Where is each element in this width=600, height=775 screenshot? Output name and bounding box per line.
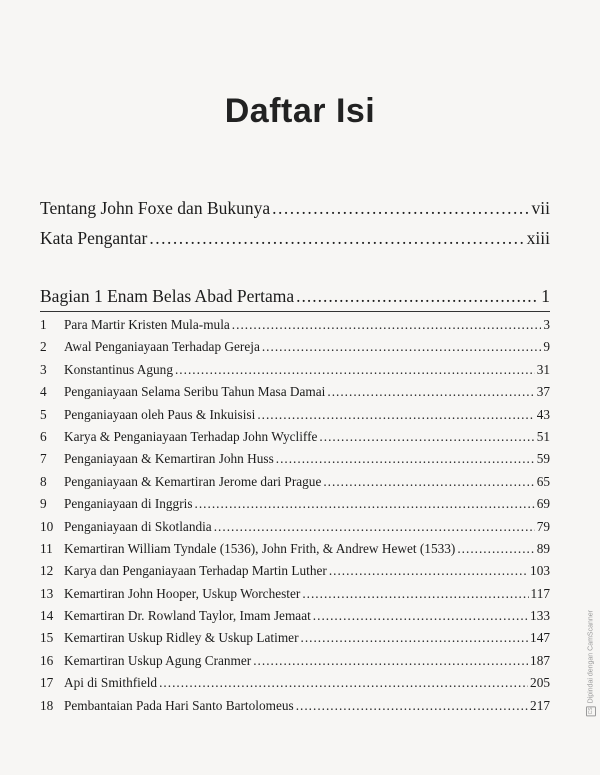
chapter-entry xyxy=(40,362,550,384)
dot-leader xyxy=(257,407,534,423)
chapter-page: 205 xyxy=(530,675,550,691)
chapter-number: 8 xyxy=(40,473,47,489)
entry-label: Kata Pengantar xyxy=(40,228,148,248)
chapter-entry xyxy=(40,519,550,541)
dot-leader xyxy=(319,429,534,445)
chapter-entry xyxy=(40,474,550,496)
chapter-entry xyxy=(40,429,550,451)
chapter-page: 187 xyxy=(530,652,550,668)
chapter-number: 13 xyxy=(40,585,54,601)
dot-leader xyxy=(262,339,541,355)
chapter-entry xyxy=(40,653,550,675)
chapter-entry xyxy=(40,384,550,406)
chapter-page: 51 xyxy=(536,428,550,444)
dot-leader xyxy=(313,608,528,624)
chapter-entry xyxy=(40,317,550,339)
chapter-title: Kemartiran John Hooper, Uskup Worchester xyxy=(64,585,301,601)
chapter-title: Penganiayaan di Skotlandia xyxy=(64,518,212,534)
chapter-title: Kemartiran Dr. Rowland Taylor, Imam Jemaat xyxy=(64,608,311,624)
dot-leader xyxy=(253,653,528,669)
chapter-number: 16 xyxy=(40,652,54,668)
dot-leader xyxy=(232,317,542,333)
chapter-title: Karya dan Penganiayaan Terhadap Martin Luther xyxy=(64,563,327,579)
chapter-number: 1 xyxy=(40,317,47,332)
chapter-page: 37 xyxy=(536,384,550,400)
dot-leader xyxy=(296,286,539,307)
toc-entry-front-2 xyxy=(40,228,550,249)
dot-leader xyxy=(272,198,529,219)
entry-page: vii xyxy=(531,198,550,218)
chapter-number: 7 xyxy=(40,451,47,467)
chapter-title: Awal Penganiayaan Terhadap Gereja xyxy=(64,339,260,355)
dot-leader xyxy=(149,228,524,249)
chapter-list xyxy=(40,317,550,720)
chapter-number: 11 xyxy=(40,540,53,556)
dot-leader xyxy=(296,698,528,714)
chapter-page: 69 xyxy=(536,496,550,512)
chapter-title: Para Martir Kristen Mula-mula xyxy=(64,317,230,332)
chapter-entry xyxy=(40,496,550,518)
dot-leader xyxy=(195,496,535,512)
chapter-entry xyxy=(40,608,550,630)
chapter-number: 9 xyxy=(40,496,47,512)
chapter-title: Penganiayaan & Kemartiran John Huss xyxy=(64,451,274,467)
chapter-title: Kemartiran Uskup Ridley & Uskup Latimer xyxy=(64,630,299,646)
chapter-page: 59 xyxy=(536,451,550,467)
chapter-title: Konstantinus Agung xyxy=(64,361,173,377)
dot-leader xyxy=(302,586,528,602)
chapter-number: 6 xyxy=(40,428,47,444)
dot-leader xyxy=(159,675,528,691)
chapter-title: Karya & Penganiayaan Terhadap John Wycliffe xyxy=(64,428,318,444)
chapter-number: 18 xyxy=(40,697,54,713)
part-label: Bagian 1 Enam Belas Abad Pertama xyxy=(40,286,295,306)
chapter-title: Penganiayaan di Inggris xyxy=(64,496,193,512)
chapter-page: 9 xyxy=(543,339,550,355)
part-divider xyxy=(40,311,550,312)
dot-leader xyxy=(301,630,529,646)
dot-leader xyxy=(323,474,534,490)
chapter-title: Penganiayaan oleh Paus & Inkuisisi xyxy=(64,406,256,422)
chapter-entry xyxy=(40,339,550,361)
chapter-page: 103 xyxy=(530,563,550,579)
chapter-page: 117 xyxy=(530,585,550,601)
chapter-page: 217 xyxy=(530,697,550,713)
chapter-page: 31 xyxy=(536,361,550,377)
chapter-title: Api di Smithfield xyxy=(64,675,158,691)
chapter-entry xyxy=(40,586,550,608)
chapter-number: 14 xyxy=(40,608,54,624)
camscanner-icon: CS xyxy=(588,707,594,715)
dot-leader xyxy=(457,541,534,557)
chapter-entry xyxy=(40,407,550,429)
chapter-page: 3 xyxy=(543,317,550,332)
chapter-title: Kemartiran Uskup Agung Cranmer xyxy=(64,652,252,668)
chapter-number: 2 xyxy=(40,339,47,355)
chapter-number: 5 xyxy=(40,406,47,422)
chapter-entry xyxy=(40,630,550,652)
chapter-page: 79 xyxy=(536,518,550,534)
dot-leader xyxy=(327,384,534,400)
scanner-watermark xyxy=(586,610,596,716)
entry-label: Tentang John Foxe dan Bukunya xyxy=(40,198,271,218)
chapter-number: 4 xyxy=(40,384,47,400)
chapter-entry xyxy=(40,675,550,697)
toc-entry-front-1 xyxy=(40,198,550,219)
chapter-number: 15 xyxy=(40,630,54,646)
chapter-title: Penganiayaan Selama Seribu Tahun Masa Damai xyxy=(64,384,326,400)
chapter-page: 147 xyxy=(530,630,550,646)
dot-leader xyxy=(276,451,535,467)
chapter-entry xyxy=(40,451,550,473)
page-title: Daftar Isi xyxy=(224,92,376,130)
chapter-entry xyxy=(40,541,550,563)
chapter-entry xyxy=(40,563,550,585)
dot-leader xyxy=(175,362,535,378)
chapter-page: 89 xyxy=(536,540,550,556)
chapter-title: Kemartiran William Tyndale (1536), John Frith, & Andrew Hewet (1533) xyxy=(64,540,456,556)
chapter-number: 3 xyxy=(40,361,47,377)
chapter-entry xyxy=(40,698,550,720)
chapter-page: 65 xyxy=(536,473,550,489)
chapter-title: Pembantaian Pada Hari Santo Bartolomeus xyxy=(64,697,294,713)
watermark-text: Dipindai dengan CamScanner xyxy=(587,610,595,704)
dot-leader xyxy=(329,563,528,579)
chapter-page: 133 xyxy=(530,608,550,624)
dot-leader xyxy=(214,519,535,535)
chapter-title: Penganiayaan & Kemartiran Jerome dari Prague xyxy=(64,473,322,489)
part-page: 1 xyxy=(541,286,550,306)
chapter-page: 43 xyxy=(536,406,550,422)
entry-page: xiii xyxy=(526,228,550,248)
chapter-number: 17 xyxy=(40,675,54,691)
chapter-number: 10 xyxy=(40,518,54,534)
chapter-number: 12 xyxy=(40,563,54,579)
toc-part-heading xyxy=(40,286,550,307)
